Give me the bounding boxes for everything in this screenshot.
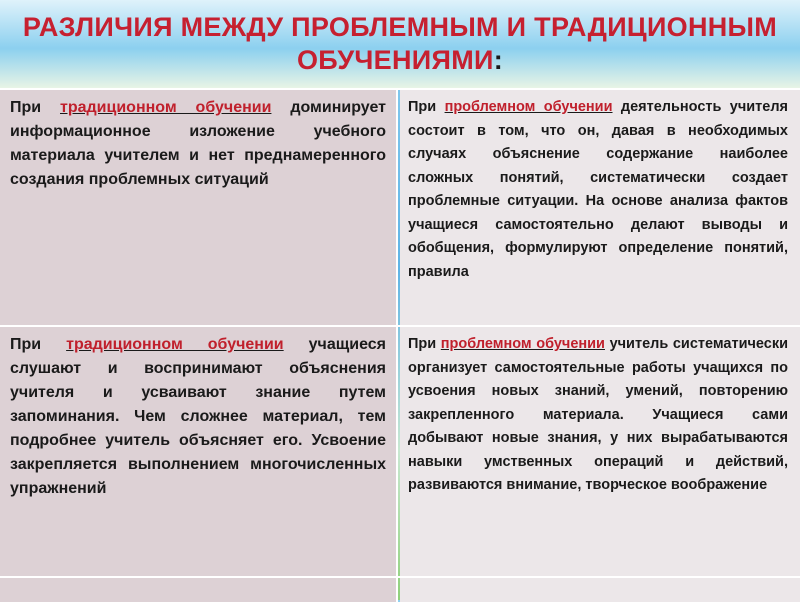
slide-title bbox=[0, 0, 800, 88]
traditional-learning-cell bbox=[0, 90, 398, 325]
table-row-empty bbox=[0, 578, 800, 604]
cell-prefix: При bbox=[10, 99, 42, 116]
problem-learning-cell bbox=[400, 327, 800, 576]
slide-title-colon: : bbox=[493, 45, 504, 75]
table-row bbox=[0, 90, 800, 327]
traditional-learning-cell bbox=[0, 327, 398, 576]
problem-learning-cell bbox=[400, 90, 800, 325]
cell-text: деятельность учителя состоит в том, что он, давая в необходимых случаях объяснение содержание наиболее сложных понятий, систематически создает проблемные ситуации. На основе анализа фактов учащиеся самостоятельно делают выводы и обобщения, формулируют определение понятий, правила bbox=[408, 99, 788, 280]
comparison-table bbox=[0, 88, 800, 602]
traditional-learning-term: традиционном обучении bbox=[66, 336, 284, 353]
empty-cell bbox=[400, 578, 800, 602]
cell-prefix: При bbox=[408, 336, 437, 352]
empty-cell bbox=[0, 578, 398, 602]
cell-text: доминирует информационное изложение учебного материала учителем и нет преднамеренного создания проблемных ситуаций bbox=[10, 99, 386, 188]
traditional-learning-term: традиционном обучении bbox=[60, 99, 272, 116]
cell-text: учащиеся слушают и воспринимают объяснения учителя и усваивают знание путем запоминания. Чем сложнее материал, тем подробнее учитель объясняет его. Усвоение закрепляется выполнением многочисленных упражнений bbox=[10, 336, 386, 497]
cell-prefix: При bbox=[408, 99, 437, 115]
table-row bbox=[0, 327, 800, 578]
problem-learning-term: проблемном обучении bbox=[444, 99, 613, 115]
slide-title-text: РАЗЛИЧИЯ МЕЖДУ ПРОБЛЕМНЫМ И ТРАДИЦИОННЫМ ОБУЧЕНИЯМИ bbox=[22, 12, 778, 75]
cell-prefix: При bbox=[10, 336, 42, 353]
cell-text: учитель систематически организует самостоятельные работы учащихся по усвоения новых знаний, умений, повторению закрепленного материала. Учащиеся сами добывают новые знания, у них вырабатываются навыки умственных операций и действий, развиваются внимание, творческое воображение bbox=[408, 336, 789, 493]
problem-learning-term: проблемном обучении bbox=[440, 336, 605, 352]
